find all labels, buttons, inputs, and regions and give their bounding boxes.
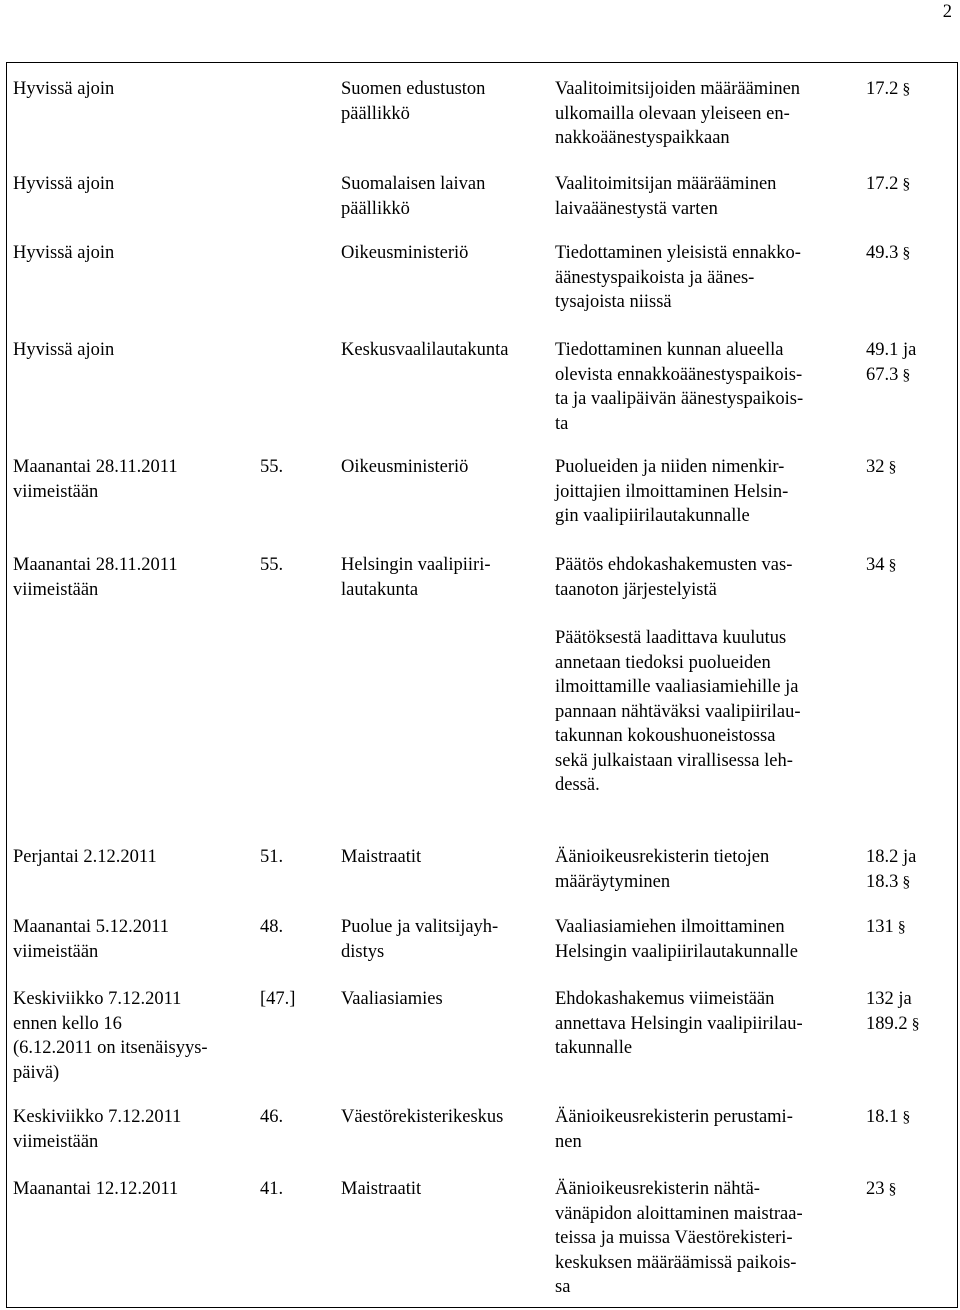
- law-reference-line: [866, 553, 897, 579]
- date-cell-line: viimeistään: [13, 579, 99, 600]
- date-cell-line: Maanantai 28.11.2011: [13, 555, 178, 575]
- task-cell-line: nakkoäänestyspaikkaan: [555, 128, 730, 148]
- date-cell: [13, 915, 169, 964]
- task-cell-line: tysajoista niissä: [555, 292, 672, 312]
- date-cell: [13, 338, 114, 363]
- law-reference-cell: [866, 1105, 910, 1131]
- law-reference-line: [866, 1177, 897, 1203]
- law-reference-text: 34: [866, 555, 885, 575]
- law-reference-cell: [866, 241, 910, 267]
- task-cell: [555, 1105, 793, 1154]
- law-reference-text: 23: [866, 1179, 885, 1199]
- law-reference-text: 49.1 ja: [866, 340, 917, 360]
- section-mark-icon: §: [888, 1181, 897, 1198]
- date-cell-line: viimeistään: [13, 481, 99, 502]
- section-number-cell: 55.: [260, 457, 284, 477]
- law-reference-line: [866, 870, 916, 896]
- task-cell-line: gin vaalipiirilautakunnalle: [555, 506, 750, 526]
- date-cell-line: Maanantai 5.12.2011: [13, 917, 170, 937]
- authority-cell: [341, 1177, 421, 1202]
- authority-cell-line: Oikeusministeriö: [341, 243, 469, 263]
- law-reference-text: 18.2 ja: [866, 847, 917, 867]
- law-reference-cell: [866, 455, 897, 481]
- date-cell: [13, 455, 178, 504]
- authority-cell-line: Väestörekisterikeskus: [341, 1107, 504, 1127]
- authority-cell: [341, 455, 468, 480]
- section-mark-icon: §: [911, 1015, 920, 1033]
- task-cell-line: joittajien ilmoittaminen Helsin-: [555, 481, 789, 502]
- authority-cell-line: Puolue ja valitsijayh-: [341, 917, 499, 937]
- law-reference-cell: [866, 338, 916, 388]
- law-reference-text: 67.3: [866, 364, 899, 385]
- date-cell-line: Hyvissä ajoin: [13, 79, 115, 99]
- date-cell: [13, 553, 178, 602]
- task-cell: [555, 987, 803, 1061]
- law-reference-text: 32: [866, 457, 885, 477]
- date-cell: [13, 77, 114, 102]
- task-cell-line: ulkomailla olevaan yleiseen en-: [555, 103, 790, 124]
- authority-cell-line: Maistraatit: [341, 847, 422, 867]
- task-cell: [555, 338, 803, 436]
- task-cell-line: määräytyminen: [555, 871, 671, 892]
- task-cell-line: taanoton järjestelyistä: [555, 579, 717, 600]
- task-cell: [555, 1177, 803, 1300]
- authority-cell-line: päällikkö: [341, 198, 410, 219]
- task-cell: [555, 455, 788, 529]
- task-cell-line: olevista ennakkoäänestyspaikois-: [555, 364, 803, 385]
- task-cell: [555, 172, 776, 221]
- authority-cell-line: lautakunta: [341, 579, 419, 600]
- task-cell-line: keskuksen määräämissä paikois-: [555, 1252, 797, 1273]
- law-reference-cell: [866, 77, 910, 103]
- law-reference-text: 18.3: [866, 871, 899, 892]
- section-mark-icon: §: [902, 245, 911, 262]
- task-cell-line: Puolueiden ja niiden nimenkir-: [555, 457, 785, 477]
- task-cell-line: takunnalle: [555, 1038, 633, 1058]
- task-cell: [555, 845, 769, 894]
- law-reference-text: 189.2: [866, 1013, 908, 1034]
- date-cell-line: Hyvissä ajoin: [13, 340, 115, 360]
- law-reference-text: 131: [866, 917, 894, 937]
- law-reference-line: [866, 338, 916, 363]
- task-cell: [555, 915, 798, 964]
- task-cell-line: sa: [555, 1277, 571, 1297]
- date-cell-line: (6.12.2011 on itsenäisyys-: [13, 1038, 208, 1058]
- section-number-cell: 46.: [260, 1107, 284, 1127]
- task-cell-line: ta ja vaalipäivän äänestyspaikois-: [555, 389, 804, 409]
- authority-cell-line: Keskusvaalilautakunta: [341, 340, 509, 360]
- authority-cell: [341, 77, 485, 126]
- task-cell-line: Äänioikeusrekisterin perustami-: [555, 1107, 793, 1127]
- section-mark-icon: §: [888, 557, 897, 574]
- authority-cell: [341, 172, 485, 221]
- task-cell: [555, 241, 801, 315]
- date-cell-line: Keskiviikko 7.12.2011: [13, 989, 182, 1009]
- authority-cell-line: Helsingin vaalipiiri-: [341, 555, 491, 575]
- authority-cell: [341, 845, 421, 870]
- authority-cell-line: päällikkö: [341, 103, 410, 124]
- date-cell-line: ennen kello 16: [13, 1013, 122, 1034]
- authority-cell-line: Oikeusministeriö: [341, 457, 469, 477]
- task-cell-line: vänäpidon aloittaminen maistraa-: [555, 1203, 803, 1224]
- task-cell-line: teissa ja muissa Väestörekisteri-: [555, 1228, 793, 1248]
- task-cell-line: Päätös ehdokashakemusten vas-: [555, 555, 793, 575]
- law-reference-cell: [866, 1177, 897, 1203]
- law-reference-line: [866, 77, 910, 103]
- task-cell-line: äänestyspaikoista ja äänes-: [555, 267, 755, 288]
- date-cell: [13, 1105, 181, 1154]
- section-number-cell: 48.: [260, 917, 284, 937]
- task-cell-line: Vaaliasiamiehen ilmoittaminen: [555, 917, 785, 937]
- task-cell-line: Helsingin vaalipiirilautakunnalle: [555, 941, 799, 962]
- authority-cell: [341, 241, 468, 266]
- law-reference-cell: [866, 553, 897, 579]
- authority-cell-line: Suomalaisen laivan: [341, 174, 486, 194]
- date-cell: [13, 1177, 178, 1202]
- page-number: 2: [942, 2, 952, 22]
- section-mark-icon: §: [888, 459, 897, 476]
- law-reference-text: 17.2: [866, 174, 899, 194]
- authority-cell: [341, 338, 508, 363]
- section-number-cell: 51.: [260, 847, 284, 867]
- section-mark-icon: §: [902, 176, 911, 193]
- section-mark-icon: §: [902, 873, 911, 891]
- law-reference-cell: [866, 987, 920, 1037]
- task-cell-line: Ehdokashakemus viimeistään: [555, 989, 775, 1009]
- law-reference-line: [866, 172, 910, 198]
- law-reference-cell: [866, 845, 916, 895]
- task-cell-line: ta: [555, 413, 569, 434]
- date-cell-line: päivä): [13, 1062, 60, 1083]
- law-reference-line: [866, 1105, 910, 1131]
- task-cell-line: annetaan tiedoksi puolueiden: [555, 652, 771, 673]
- task-cell-line: Päätöksestä laadittava kuulutus: [555, 628, 787, 648]
- date-cell: [13, 172, 114, 197]
- task-cell-line: nen: [555, 1131, 582, 1152]
- section-mark-icon: §: [902, 81, 911, 98]
- authority-cell-line: distys: [341, 941, 385, 962]
- authority-cell: [341, 1105, 503, 1130]
- task-cell-line: Vaalitoimitsijan määrääminen: [555, 174, 777, 194]
- date-cell-line: viimeistään: [13, 941, 99, 962]
- law-reference-text: 132 ja: [866, 989, 912, 1009]
- authority-cell-line: Vaaliasiamies: [341, 989, 443, 1009]
- task-cell-line: sekä julkaistaan virallisessa leh-: [555, 750, 793, 771]
- law-reference-text: 18.1: [866, 1107, 899, 1127]
- law-reference-cell: [866, 172, 910, 198]
- task-cell: [555, 77, 800, 151]
- task-cell-line: Äänioikeusrekisterin tietojen: [555, 847, 770, 867]
- task-cell-line: Äänioikeusrekisterin nähtä-: [555, 1179, 760, 1199]
- authority-cell: [341, 915, 498, 964]
- date-cell: [13, 241, 114, 266]
- date-cell-line: Hyvissä ajoin: [13, 243, 115, 263]
- law-reference-line: [866, 987, 920, 1012]
- date-cell-line: Maanantai 28.11.2011: [13, 457, 178, 477]
- authority-cell-line: Maistraatit: [341, 1179, 422, 1199]
- date-cell: [13, 845, 157, 870]
- date-cell-line: Hyvissä ajoin: [13, 174, 115, 194]
- task-cell-line: laivaäänestystä varten: [555, 198, 718, 219]
- section-number-cell: 41.: [260, 1179, 284, 1199]
- authority-cell-line: Suomen edustuston: [341, 79, 486, 99]
- task-cell-line: Tiedottaminen yleisistä ennakko-: [555, 243, 801, 263]
- section-mark-icon: §: [902, 366, 911, 384]
- section-number-cell: 55.: [260, 555, 284, 575]
- date-cell-line: Keskiviikko 7.12.2011: [13, 1107, 182, 1127]
- task-cell-line: ilmoittamille vaaliasiamiehille ja: [555, 677, 799, 697]
- date-cell-line: Perjantai 2.12.2011: [13, 847, 157, 867]
- task-cell-line: Tiedottaminen kunnan alueella: [555, 340, 784, 360]
- task-cell-line: dessä.: [555, 775, 600, 795]
- date-cell: [13, 987, 208, 1085]
- authority-cell: [341, 553, 491, 602]
- law-reference-line: [866, 845, 916, 870]
- section-mark-icon: §: [902, 1109, 911, 1126]
- task-cell: [555, 626, 801, 798]
- task-cell-line: takunnan kokoushuoneistossa: [555, 726, 776, 746]
- task-cell-line: pannaan nähtäväksi vaalipiirilau-: [555, 701, 801, 722]
- authority-cell: [341, 987, 443, 1012]
- law-reference-line: [866, 455, 897, 481]
- task-cell: [555, 553, 792, 602]
- task-cell-line: annettava Helsingin vaalipiirilau-: [555, 1013, 803, 1034]
- date-cell-line: viimeistään: [13, 1131, 99, 1152]
- section-number-cell: [47.]: [260, 989, 296, 1009]
- task-cell-line: Vaalitoimitsijoiden määrääminen: [555, 79, 801, 99]
- law-reference-line: [866, 363, 916, 389]
- law-reference-line: [866, 1012, 920, 1038]
- section-mark-icon: §: [897, 919, 906, 936]
- law-reference-line: [866, 241, 910, 267]
- law-reference-cell: [866, 915, 906, 941]
- law-reference-line: [866, 915, 906, 941]
- law-reference-text: 49.3: [866, 243, 899, 263]
- date-cell-line: Maanantai 12.12.2011: [13, 1179, 179, 1199]
- law-reference-text: 17.2: [866, 79, 899, 99]
